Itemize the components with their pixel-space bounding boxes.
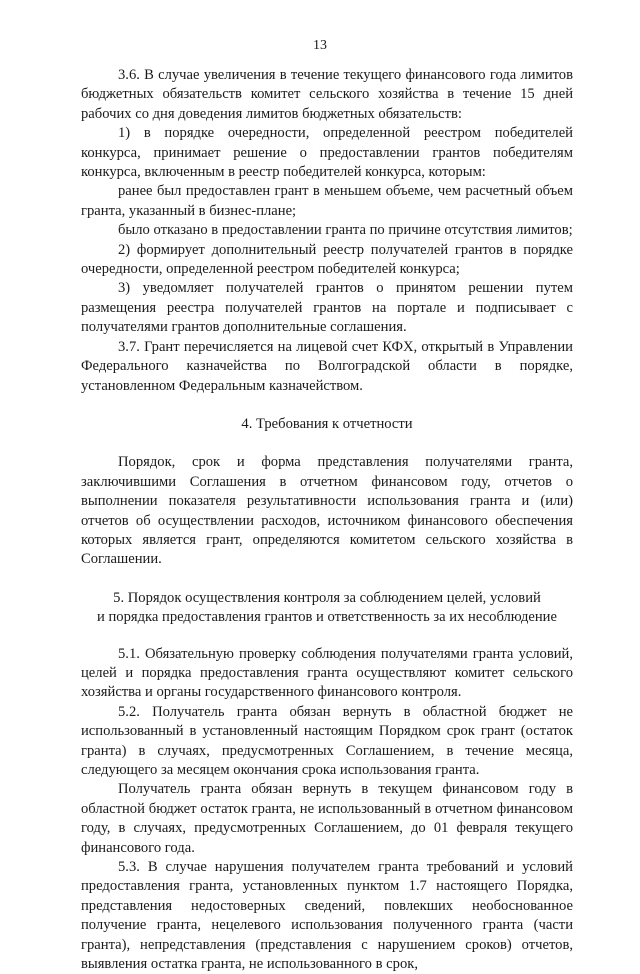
paragraph-item-1: 1) в порядке очередности, определенной реестром победителей конкурса, принимает решение о предоставлении грантов победителям конкурса, включенным в реестр победителей конкурса, которым: <box>81 125 573 181</box>
paragraph-3-6: 3.6. В случае увеличения в течение текущего финансового года лимитов бюджетных обязательств комитет сельского хозяйства в течение 15 дней рабочих со дня доведения лимитов бюджетных обязательств: <box>81 67 573 122</box>
paragraph-subitem-refused: было отказано в предоставлении гранта по причине отсутствия лимитов; <box>118 222 573 239</box>
section-5-heading-line-1: 5. Порядок осуществления контроля за соблюдением целей, условий <box>113 589 541 606</box>
document-body <box>81 66 573 974</box>
paragraph-subitem-smaller-grant: ранее был предоставлен грант в меньшем объеме, чем расчетный объем гранта, указанный в бизнес-плане; <box>81 183 573 219</box>
paragraph-5-2-remainder: Получатель гранта обязан вернуть в текущем финансовом году в областной бюджет остаток гранта, не использованный в отчетном финансовом году, в случаях, предусмотренных Соглашением, до 01 февраля текущего финансового года. <box>81 781 573 856</box>
paragraph-5-3: 5.3. В случае нарушения получателем гранта требований и условий предоставления гранта, установленных пунктом 1.7 настоящего Порядка, представления недостоверных сведений, повлекших необоснованное получение гранта, нецелевого использования полученного гранта (части гранта), непредставления (представления с нарушением сроков) отчетов, выявления остатка гранта, не использованного в срок, <box>81 859 573 973</box>
section-5-heading <box>81 589 573 628</box>
page-number: 13 <box>313 38 327 53</box>
paragraph-item-3: 3) уведомляет получателей грантов о принятом решении путем размещения реестра получателей грантов на портале и подписывает с получателями грантов дополнительные соглашения. <box>81 280 573 336</box>
paragraph-5-1: 5.1. Обязательную проверку соблюдения получателями гранта условий, целей и порядка предоставления гранта осуществляют комитет сельского хозяйства и органы государственного финансового контроля. <box>81 645 573 701</box>
section-4-heading: 4. Требования к отчетности <box>241 415 413 432</box>
paragraph-item-2: 2) формирует дополнительный реестр получателей грантов в порядке очередности, определенной реестром победителей конкурса; <box>81 241 573 278</box>
paragraph-3-7: 3.7. Грант перечисляется на лицевой счет КФХ, открытый в Управлении Федерального казначейства по Волгоградской области в порядке, установленном Федеральным казначейством. <box>81 338 573 394</box>
paragraph-5-2: 5.2. Получатель гранта обязан вернуть в областной бюджет не использованный в установленный настоящим Порядком срок грант (остаток гранта) в случаях, предусмотренных Соглашением, в течение месяца, следующего за месяцем окончания срока использования гранта. <box>81 703 573 778</box>
paragraph-section-4: Порядок, срок и форма представления получателями гранта, заключившими Соглашения в отчетном финансовом году, отчетов о выполнении показателя результативности использования гранта и (или) отчетов об осуществлении расходов, источником финансового обеспечения которых является грант, определяются комитетом сельского хозяйства в Соглашении. <box>81 454 573 568</box>
section-5-heading-line-2: и порядка предоставления грантов и ответственность за их несоблюдение <box>97 609 557 626</box>
